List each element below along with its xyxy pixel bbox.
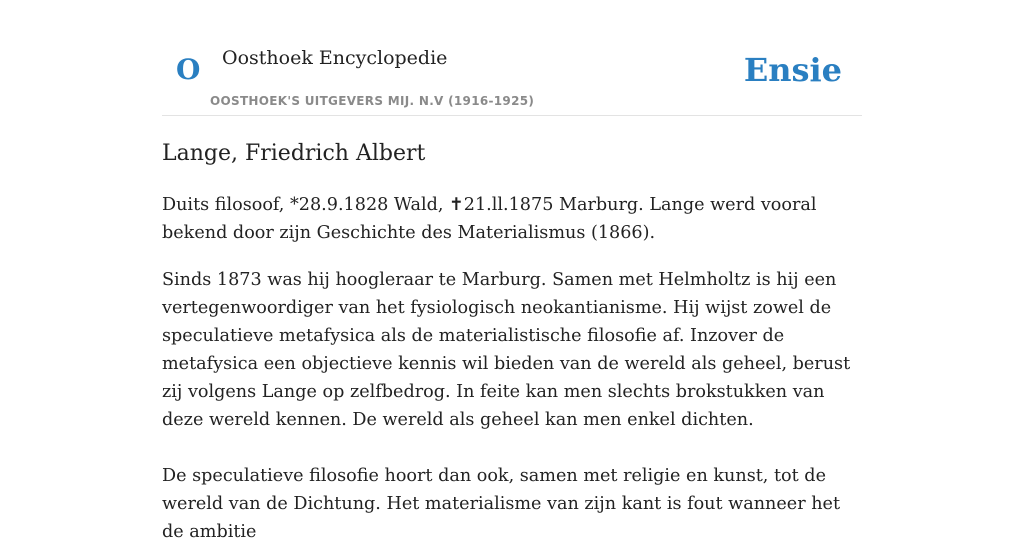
site-header: [162, 0, 862, 116]
publisher-label: OOSTHOEK'S UITGEVERS MIJ. N.V (1916-1925): [210, 94, 535, 108]
entry-title: Lange, Friedrich Albert: [162, 141, 426, 166]
article-paragraph-1: Duits filosoof, *28.9.1828 Wald, ✝21.ll.1875 Marburg. Lange werd vooral bekend door zijn Geschichte des Materialismus (1866).: [162, 195, 817, 243]
article-paragraph-3: De speculatieve filosofie hoort dan ook, samen met religie en kunst, tot de wereld van de Dichtung. Het materialisme van zijn kant is fout wanneer het de ambitie: [162, 466, 841, 542]
article-paragraph-2: Sinds 1873 was hij hoogleraar te Marburg. Samen met Helmholtz is hij een vertegenwoordiger van het fysiologisch neokantianisme. Hij wijst zowel de speculatieve metafysica als de materialistische filosofie af. Inzover de metafysica een objectieve kennis wil bieden van de wereld als geheel, berust zij volgens Lange op zelfbedrog. In feite kan men slechts brokstukken van deze wereld kennen. De wereld als geheel kan men enkel dichten.: [162, 270, 851, 430]
source-logo[interactable]: O: [176, 53, 201, 86]
ensie-logo-link[interactable]: Ensie: [743, 51, 842, 89]
source-title-link[interactable]: Oosthoek Encyclopedie: [222, 47, 448, 69]
article: [162, 134, 862, 546]
